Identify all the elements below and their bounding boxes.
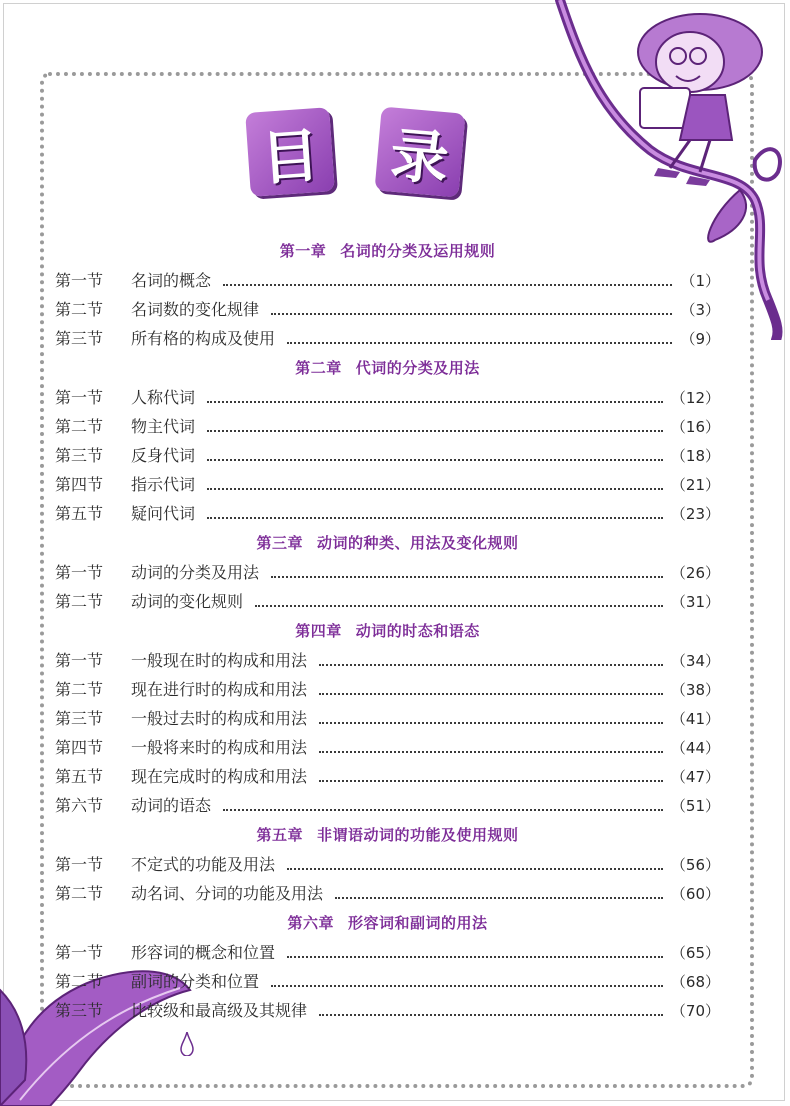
- page-number: （12）: [670, 389, 720, 407]
- title-tile: [245, 107, 335, 197]
- toc-entry[interactable]: [55, 558, 720, 587]
- section-number: 第一节: [55, 271, 104, 290]
- section-title: 动词的变化规则: [131, 592, 244, 611]
- section-number: 第一节: [55, 855, 104, 874]
- section-title: 形容词的概念和位置: [131, 943, 276, 962]
- page-number: （47）: [670, 768, 720, 786]
- section-title: 动词的分类及用法: [131, 563, 260, 582]
- dot-leader: [319, 664, 663, 666]
- toc-entry[interactable]: [55, 850, 720, 879]
- chapter-number: 第四章: [295, 622, 342, 640]
- page-number: （34）: [670, 652, 720, 670]
- page-number: （51）: [670, 797, 720, 815]
- chapter-number: 第二章: [295, 359, 342, 377]
- chapter-number: 第六章: [287, 914, 334, 932]
- chapter-number: 第三章: [256, 534, 303, 552]
- page-number: （3）: [680, 301, 720, 319]
- toc-entry[interactable]: [55, 587, 720, 616]
- toc-entry[interactable]: [55, 266, 720, 295]
- toc-entry[interactable]: [55, 646, 720, 675]
- dot-leader: [223, 284, 672, 286]
- toc-entry[interactable]: [55, 295, 720, 324]
- section-title: 动词的语态: [131, 796, 212, 815]
- section-number: 第二节: [55, 680, 104, 699]
- section-number: 第四节: [55, 738, 104, 757]
- toc-entry[interactable]: [55, 733, 720, 762]
- dot-leader: [271, 576, 663, 578]
- section-title: 副词的分类和位置: [131, 972, 260, 991]
- chapter-title: 动词的种类、用法及变化规则: [317, 534, 519, 552]
- title-char: 目: [259, 121, 322, 193]
- page-number: （41）: [670, 710, 720, 728]
- dot-leader: [335, 897, 663, 899]
- page-number: （65）: [670, 944, 720, 962]
- chapter-title: 代词的分类及用法: [355, 359, 480, 377]
- toc-entry[interactable]: [55, 938, 720, 967]
- section-number: 第二节: [55, 972, 104, 991]
- dot-leader: [287, 342, 672, 344]
- dot-leader: [207, 488, 663, 490]
- chapter-number: 第一章: [279, 242, 327, 260]
- toc-entry[interactable]: [55, 675, 720, 704]
- toc-entry[interactable]: [55, 791, 720, 820]
- dot-leader: [207, 401, 663, 403]
- dot-leader: [319, 751, 663, 753]
- chapter-heading[interactable]: [55, 530, 720, 556]
- table-of-contents: [55, 236, 720, 1025]
- section-title: 现在进行时的构成和用法: [131, 680, 308, 699]
- toc-entry[interactable]: [55, 499, 720, 528]
- section-number: 第五节: [55, 767, 104, 786]
- section-title: 指示代词: [131, 475, 196, 494]
- page-number: （23）: [670, 505, 720, 523]
- section-number: 第四节: [55, 475, 104, 494]
- section-number: 第一节: [55, 388, 104, 407]
- section-title: 疑问代词: [131, 504, 196, 523]
- page-number: （60）: [670, 885, 720, 903]
- section-number: 第一节: [55, 651, 104, 670]
- section-number: 第二节: [55, 417, 104, 436]
- section-title: 一般将来时的构成和用法: [131, 738, 308, 757]
- section-number: 第一节: [55, 943, 104, 962]
- dot-leader: [207, 517, 663, 519]
- section-title: 名词的概念: [131, 271, 212, 290]
- page-number: （21）: [670, 476, 720, 494]
- dot-leader: [271, 313, 672, 315]
- page-number: （26）: [670, 564, 720, 582]
- section-title: 一般过去时的构成和用法: [131, 709, 308, 728]
- toc-entry[interactable]: [55, 879, 720, 908]
- toc-entry[interactable]: [55, 412, 720, 441]
- page-number: （70）: [670, 1002, 720, 1020]
- page-number: （1）: [680, 272, 720, 290]
- chapter-title: 形容词和副词的用法: [348, 914, 488, 932]
- water-drop-icon: [180, 1032, 194, 1056]
- section-number: 第三节: [55, 1001, 104, 1020]
- section-number: 第二节: [55, 300, 104, 319]
- page-number: （31）: [670, 593, 720, 611]
- section-number: 第二节: [55, 884, 104, 903]
- chapter-title: 非谓语动词的功能及使用规则: [317, 826, 519, 844]
- section-title: 反身代词: [131, 446, 196, 465]
- dot-leader: [207, 430, 663, 432]
- chapter-heading[interactable]: [55, 238, 720, 264]
- page-number: （38）: [670, 681, 720, 699]
- section-number: 第六节: [55, 796, 104, 815]
- toc-entry[interactable]: [55, 324, 720, 353]
- section-title: 人称代词: [131, 388, 196, 407]
- chapter-number: 第五章: [256, 826, 303, 844]
- toc-entry[interactable]: [55, 704, 720, 733]
- page-title: [248, 110, 508, 200]
- chapter-heading[interactable]: [55, 910, 720, 936]
- section-title: 所有格的构成及使用: [131, 329, 276, 348]
- dot-leader: [223, 809, 663, 811]
- dot-leader: [287, 868, 663, 870]
- section-title: 不定式的功能及用法: [131, 855, 276, 874]
- toc-entry[interactable]: [55, 996, 720, 1025]
- dot-leader: [319, 722, 663, 724]
- chapter-title: 动词的时态和语态: [355, 622, 480, 640]
- section-number: 第五节: [55, 504, 104, 523]
- dot-leader: [271, 985, 663, 987]
- section-number: 第二节: [55, 592, 104, 611]
- chapter-heading[interactable]: [55, 355, 720, 381]
- dot-leader: [319, 693, 663, 695]
- dot-leader: [319, 780, 663, 782]
- title-char: 录: [387, 120, 452, 194]
- page-number: （9）: [680, 330, 720, 348]
- section-title: 一般现在时的构成和用法: [131, 651, 308, 670]
- chapter-heading[interactable]: [55, 822, 720, 848]
- chapter-heading[interactable]: [55, 618, 720, 644]
- dot-leader: [319, 1014, 663, 1016]
- dot-leader: [255, 605, 663, 607]
- section-number: 第一节: [55, 563, 104, 582]
- section-number: 第三节: [55, 329, 104, 348]
- dot-leader: [287, 956, 663, 958]
- page-number: （56）: [670, 856, 720, 874]
- section-title: 物主代词: [131, 417, 196, 436]
- toc-entry[interactable]: [55, 383, 720, 412]
- section-title: 比较级和最高级及其规律: [131, 1001, 308, 1020]
- toc-entry[interactable]: [55, 470, 720, 499]
- section-title: 现在完成时的构成和用法: [131, 767, 308, 786]
- page-number: （16）: [670, 418, 720, 436]
- dot-leader: [207, 459, 663, 461]
- page-number: （68）: [670, 973, 720, 991]
- section-number: 第三节: [55, 446, 104, 465]
- chapter-title: 名词的分类及运用规则: [340, 242, 496, 260]
- page-number: （44）: [670, 739, 720, 757]
- section-title: 动名词、分词的功能及用法: [131, 884, 324, 903]
- toc-entry[interactable]: [55, 967, 720, 996]
- page-number: （18）: [670, 447, 720, 465]
- section-title: 名词数的变化规律: [131, 300, 260, 319]
- title-tile: [374, 106, 465, 197]
- section-number: 第三节: [55, 709, 104, 728]
- toc-entry[interactable]: [55, 762, 720, 791]
- toc-entry[interactable]: [55, 441, 720, 470]
